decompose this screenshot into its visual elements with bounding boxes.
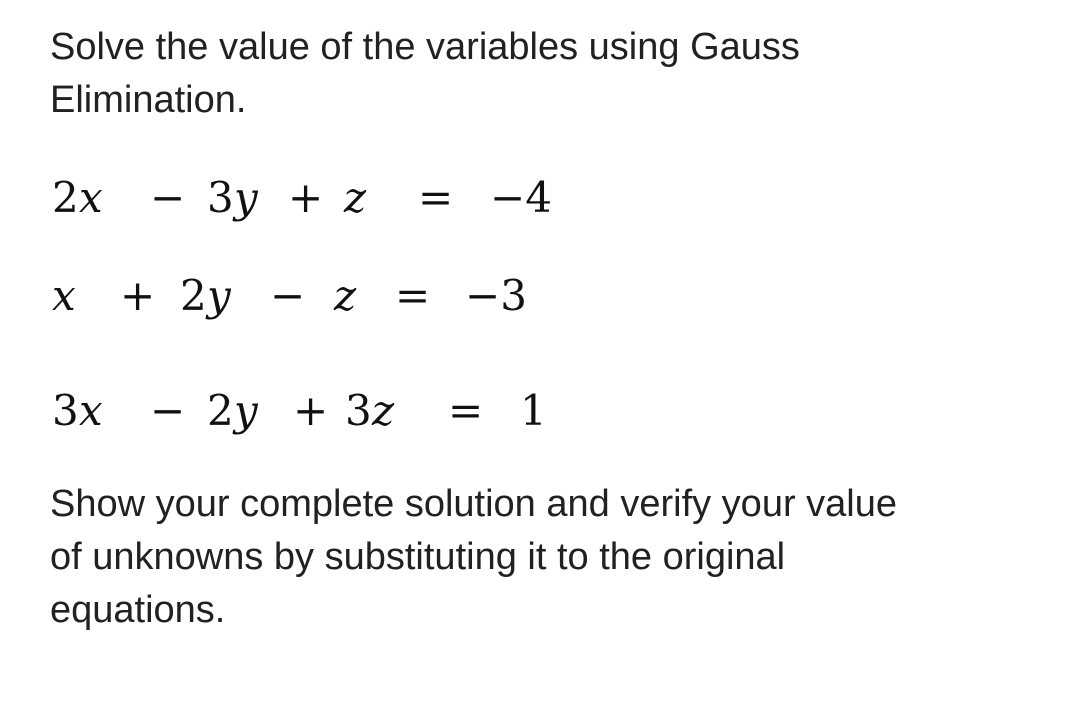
variable: y [207, 271, 231, 320]
right-hand-side: −4 [490, 173, 552, 222]
operator: − [150, 386, 186, 435]
coefficient: 2 [207, 386, 234, 435]
equals-sign: = [395, 271, 431, 320]
right-hand-side: −3 [465, 271, 527, 320]
variable: z [344, 173, 367, 222]
variable: z [372, 386, 395, 435]
operator: − [270, 271, 306, 320]
coefficient: 2 [52, 173, 79, 222]
equation-2 [0, 266, 1080, 326]
intro-line: Elimination. [50, 79, 247, 121]
equals-sign: = [418, 173, 454, 222]
variable: x [79, 386, 103, 435]
operator: − [150, 173, 186, 222]
instructions-intro [50, 21, 800, 127]
operator: + [120, 271, 156, 320]
coefficient: 3 [52, 386, 79, 435]
operator: + [288, 173, 324, 222]
variable: y [234, 386, 258, 435]
coefficient: 3 [345, 386, 372, 435]
variable: y [234, 173, 258, 222]
operator: + [293, 386, 329, 435]
variable: z [334, 271, 357, 320]
equals-sign: = [448, 386, 484, 435]
outro-line: equations. [50, 589, 226, 631]
variable: x [79, 173, 103, 222]
outro-line: Show your complete solution and verify your value [50, 483, 898, 525]
coefficient: 2 [180, 271, 207, 320]
variable: x [52, 271, 76, 320]
coefficient: 3 [207, 173, 234, 222]
outro-line: of unknowns by substituting it to the original [50, 536, 786, 578]
right-hand-side: 1 [520, 386, 547, 435]
intro-line: Solve the value of the variables using Gauss [50, 26, 800, 68]
equation-3 [0, 381, 1080, 441]
instructions-outro [50, 478, 897, 637]
equation-1 [0, 168, 1080, 228]
